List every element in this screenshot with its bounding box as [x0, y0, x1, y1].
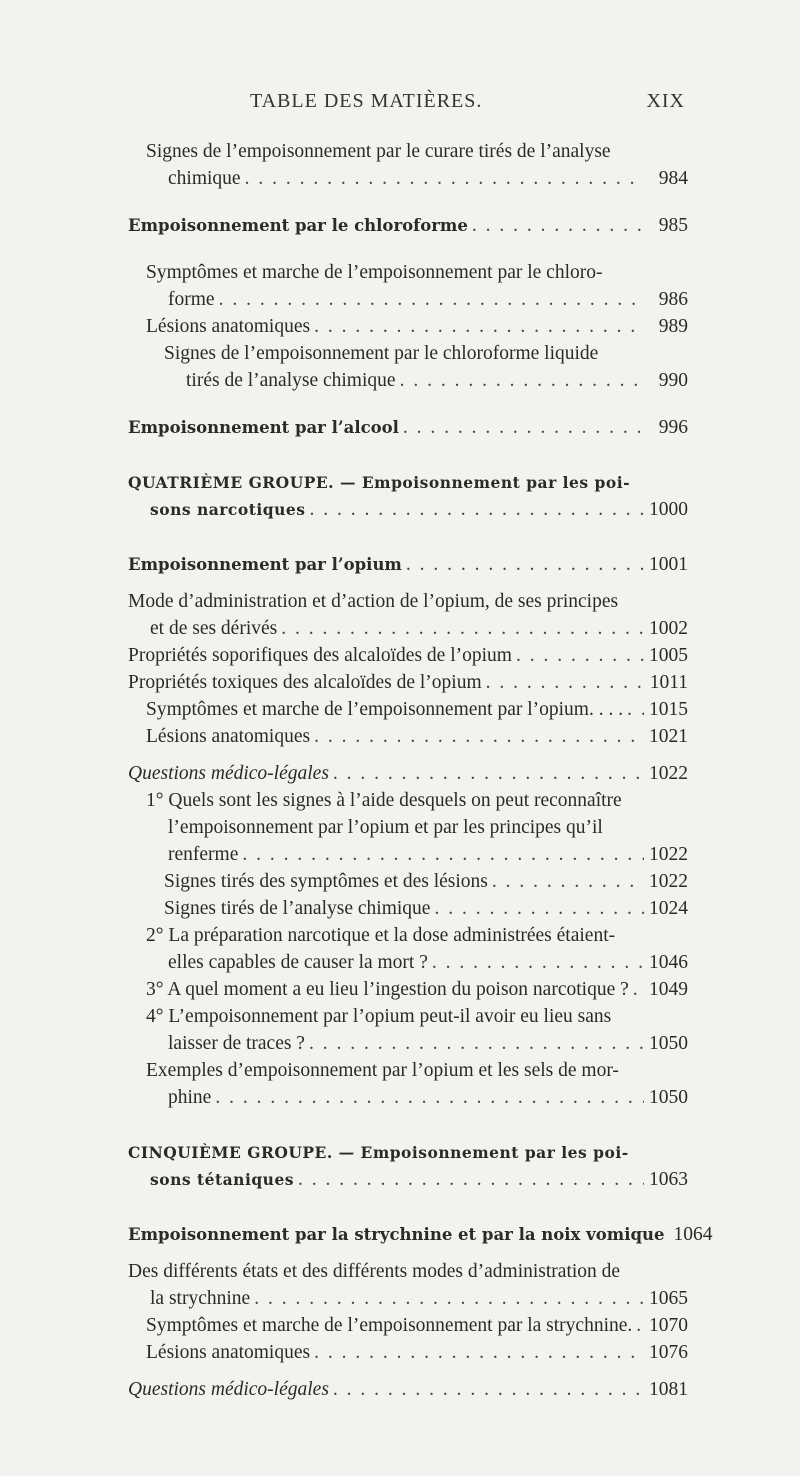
toc-entry [128, 138, 688, 192]
toc-page-number: 1022 [649, 844, 688, 865]
toc-entry [128, 669, 688, 696]
toc-entry-text: la strychnine [150, 1288, 251, 1309]
toc-page-number: 989 [658, 316, 688, 337]
toc-entry-text: chimique [168, 168, 241, 189]
toc-entry-text: Lésions anatomiques [146, 726, 311, 747]
toc-entry-text: l’empoisonnement par l’opium et par les principes qu’il [168, 817, 603, 838]
leader-dots [314, 313, 644, 340]
leader-dots [406, 551, 644, 578]
toc-entry [128, 1339, 688, 1366]
leader-dots [314, 1339, 644, 1366]
toc-page-number: 986 [658, 289, 688, 310]
toc-entry-text: Signes tirés des symptômes et des lésions [164, 871, 488, 892]
toc-page-number: 1005 [649, 645, 688, 666]
toc-page-number: 1001 [649, 554, 688, 575]
toc-entry [128, 313, 688, 340]
toc-entry-text: Lésions anatomiques [146, 316, 311, 337]
toc-entry [128, 642, 688, 669]
toc-entry [128, 696, 688, 723]
leader-dots [472, 212, 644, 239]
toc-entry-text: Questions médico-légales [128, 763, 329, 784]
toc-entry-text: CINQUIÈME GROUPE. — Empoisonnement par les poi- [128, 1143, 629, 1162]
toc-entry-text: phine [168, 1087, 212, 1108]
toc-page-number: 1049 [649, 979, 688, 1000]
leader-dots [492, 868, 644, 895]
toc-entry [128, 414, 688, 441]
toc-entry-text: laisser de traces ? [168, 1033, 305, 1054]
toc-page-number: 985 [658, 215, 688, 236]
toc-page-number: 1024 [649, 898, 688, 919]
leader-dots [516, 642, 644, 669]
leader-dots [219, 286, 644, 313]
toc-entry-text: tirés de l’analyse chimique [186, 370, 396, 391]
leader-dots [281, 615, 644, 642]
toc-entry-text: Lésions anatomiques [146, 1342, 311, 1363]
toc-entry-text: sons narcotiques [150, 500, 306, 519]
toc-page-number: 1050 [649, 1033, 688, 1054]
toc-page-number: 1015 [649, 699, 688, 720]
toc-entry [128, 1057, 688, 1111]
toc-entry [128, 588, 688, 642]
toc-page-number: 1076 [649, 1342, 688, 1363]
leader-dots [333, 1376, 644, 1403]
toc-entry-text: sons tétaniques [150, 1170, 295, 1189]
toc-entry-text: Symptômes et marche de l’empoisonnement par l’opium. . . . [146, 699, 624, 720]
toc-entry [128, 469, 688, 523]
toc-entry-text: Exemples d’empoisonnement par l’opium et les sels de mor- [146, 1060, 619, 1081]
toc-entry-text: 3° A quel moment a eu lieu l’ingestion du poison narcotique ? [146, 979, 629, 1000]
toc-entry [128, 1258, 688, 1312]
toc-entry-text: Signes de l’empoisonnement par le curare tirés de l’analyse [146, 141, 611, 162]
page-header [250, 90, 685, 113]
toc-entry [128, 340, 688, 394]
toc-page-number: 1002 [649, 618, 688, 639]
toc-page-number: 1065 [649, 1288, 688, 1309]
toc-entry [128, 787, 688, 868]
leader-dots [245, 165, 644, 192]
leader-dots [403, 414, 644, 441]
toc-page-number: 984 [658, 168, 688, 189]
leader-dots [215, 1084, 644, 1111]
toc-entry-text: renferme [168, 844, 239, 865]
toc-entry [128, 1003, 688, 1057]
toc-entry-text: Propriétés toxiques des alcaloïdes de l’opium [128, 672, 482, 693]
toc-entry [128, 212, 688, 239]
toc-entry-text: elles capables de causer la mort ? [168, 952, 428, 973]
toc-page-number: 1046 [649, 952, 688, 973]
toc-entry [128, 259, 688, 313]
toc-page-number: 1000 [649, 499, 688, 520]
page-number: XIX [646, 90, 685, 112]
toc-entry-text: Des différents états et des différents modes d’administration de [128, 1261, 621, 1282]
toc-entry-text: Mode d’administration et d’action de l’opium, de ses principes [128, 591, 619, 612]
toc-entry [128, 760, 688, 787]
leader-dots [314, 723, 644, 750]
leader-dots [434, 895, 644, 922]
toc-entry-text: Empoisonnement par l’opium [128, 555, 402, 574]
toc-entry [128, 1221, 713, 1248]
toc-entry-text: Symptômes et marche de l’empoisonnement par le chloro- [146, 262, 603, 283]
toc-page-number: 1022 [649, 763, 688, 784]
toc-entry-text: 4° L’empoisonnement par l’opium peut-il avoir eu lieu sans [146, 1006, 612, 1027]
toc-entry [128, 976, 688, 1003]
toc-entry [128, 922, 688, 976]
leader-dots [254, 1285, 644, 1312]
toc-entry [128, 868, 688, 895]
toc-page-number: 1064 [673, 1224, 713, 1245]
running-title: TABLE DES MATIÈRES. [250, 90, 483, 112]
toc-entry-text: Empoisonnement par la strychnine et par la noix vomique [128, 1225, 665, 1244]
leader-dots [298, 1166, 644, 1193]
toc-page-number: 1021 [649, 726, 688, 747]
toc-page-number: 996 [658, 417, 688, 438]
toc-page-number: 1050 [649, 1087, 688, 1108]
toc-entry-text: QUATRIÈME GROUPE. — Empoisonnement par les poi- [128, 473, 631, 492]
toc-entry-text: 1° Quels sont les signes à l’aide desquels on peut reconnaître [146, 790, 622, 811]
toc-entry-text: forme [168, 289, 215, 310]
toc-entry [128, 551, 688, 578]
leader-dots [309, 496, 644, 523]
leader-dots [633, 976, 644, 1003]
toc-page-number: 990 [658, 370, 688, 391]
toc-entry [128, 1376, 688, 1403]
toc-entry-text: Empoisonnement par le chloroforme [128, 216, 468, 235]
toc-entry-text: et de ses dérivés [150, 618, 278, 639]
toc-entry-text: Empoisonnement par l’alcool [128, 418, 399, 437]
leader-dots [400, 367, 644, 394]
toc-entry-text: Propriétés soporifiques des alcaloïdes de l’opium [128, 645, 512, 666]
toc-entry [128, 895, 688, 922]
toc-entry-text: Signes de l’empoisonnement par le chloroforme liquide [164, 343, 599, 364]
leader-dots [309, 1030, 644, 1057]
leader-dots [432, 949, 644, 976]
toc-entry [128, 1312, 688, 1339]
toc-page-number: 1081 [649, 1379, 688, 1400]
leader-dots [333, 760, 644, 787]
toc-page-number: 1063 [649, 1169, 688, 1190]
table-of-contents [128, 138, 713, 1403]
leader-dots [242, 841, 644, 868]
leader-dots [627, 696, 644, 723]
toc-page-number: 1011 [649, 672, 688, 693]
toc-page-number: 1070 [649, 1315, 688, 1336]
leader-dots [486, 669, 644, 696]
toc-entry-text: Symptômes et marche de l’empoisonnement par la strychnine. [146, 1315, 633, 1336]
toc-entry [128, 723, 688, 750]
toc-entry-text: 2° La préparation narcotique et la dose administrées étaient- [146, 925, 616, 946]
toc-entry [128, 1139, 688, 1193]
toc-entry-text: Signes tirés de l’analyse chimique [164, 898, 431, 919]
leader-dots [636, 1312, 644, 1339]
toc-entry-text: Questions médico-légales [128, 1379, 329, 1400]
toc-page-number: 1022 [649, 871, 688, 892]
